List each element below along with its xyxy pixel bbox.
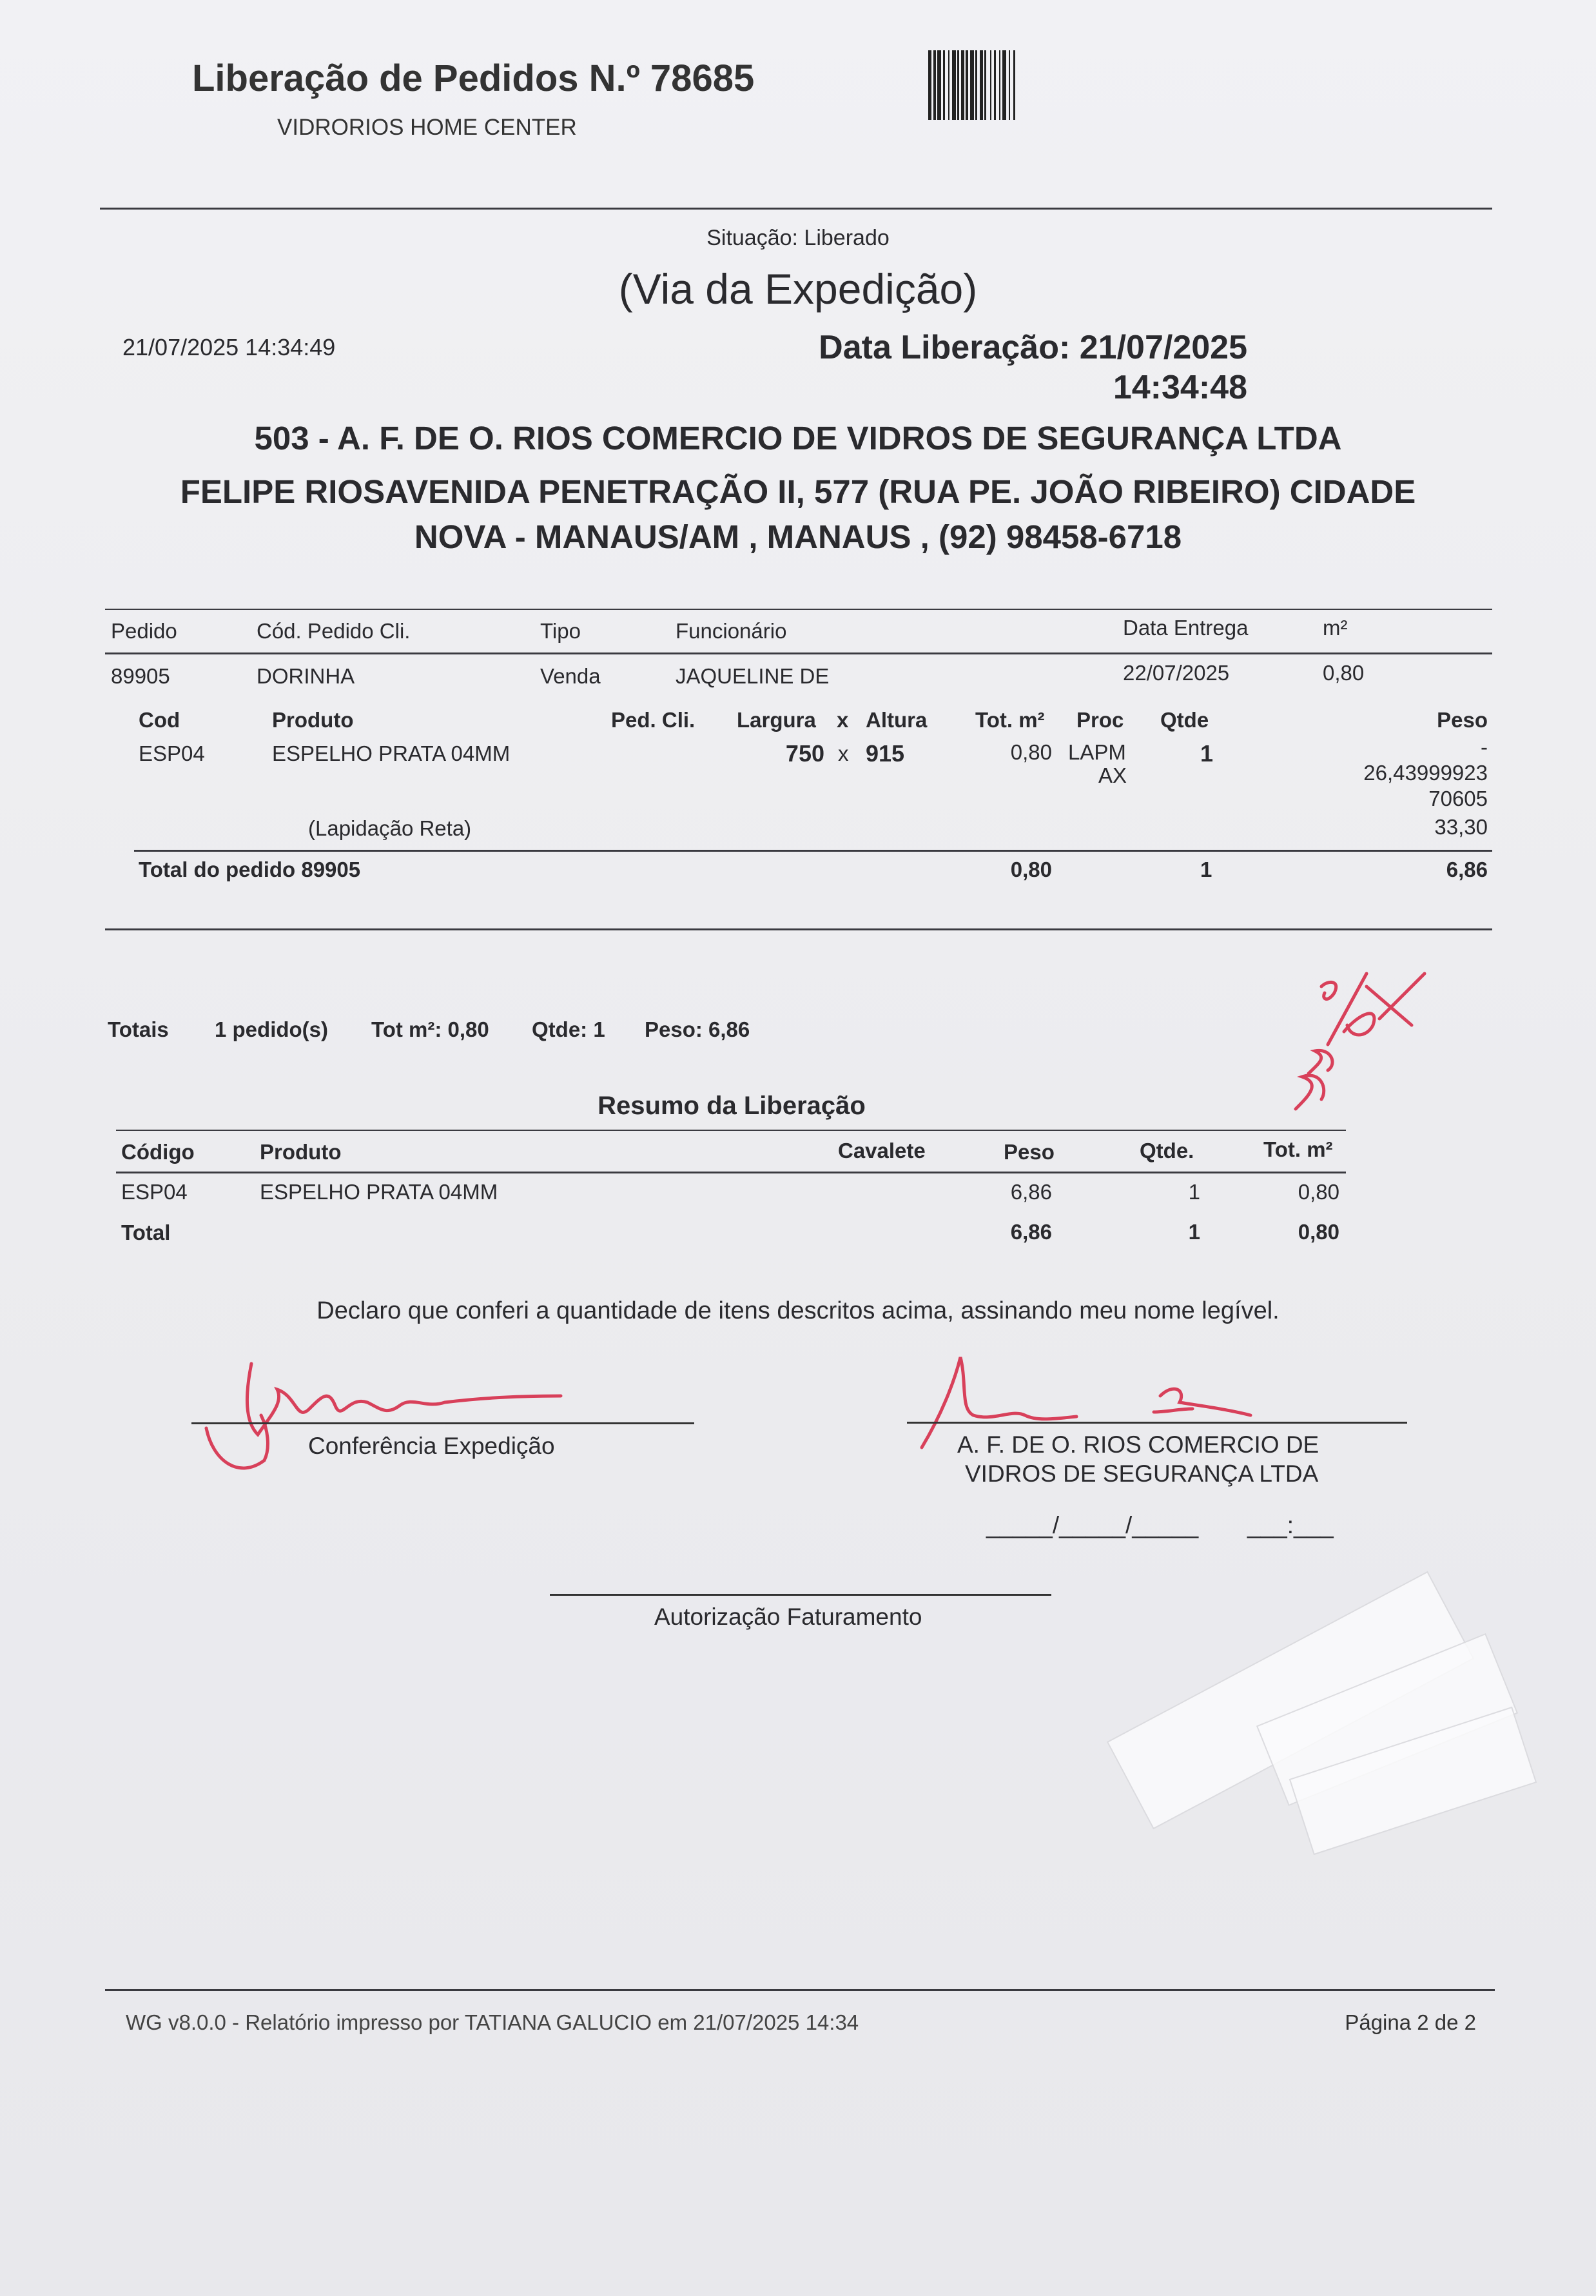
header-cod-pedido-cli: Cód. Pedido Cli. [257, 619, 411, 643]
resumo-header-cavalete: Cavalete [838, 1139, 926, 1163]
company-name: 503 - A. F. DE O. RIOS COMERCIO DE VIDROS DE SEGURANÇA LTDA [254, 420, 1342, 456]
declaration-text: Declaro que conferi a quantidade de itens descritos acima, assinando meu nome legível. [316, 1297, 1280, 1324]
signature-label-right-line2: VIDROS DE SEGURANÇA LTDA [965, 1460, 1319, 1487]
page-number: Página 2 de 2 [1345, 2010, 1476, 2034]
print-datetime: 21/07/2025 14:34:49 [122, 334, 336, 360]
signature-left [200, 1344, 574, 1486]
header-funcionario: Funcionário [676, 619, 787, 643]
order-total-line [134, 850, 1492, 852]
row-tipo: Venda [540, 664, 601, 688]
copy-type: (Via da Expedição) [618, 265, 978, 313]
order-total-label: Total do pedido 89905 [139, 858, 361, 881]
resumo-header-tot-m2: Tot. m² [1263, 1137, 1333, 1161]
item-header-produto: Produto [272, 708, 354, 732]
document-title: Liberação de Pedidos N.º 78685 [192, 57, 755, 99]
item-header-largura: Largura [737, 708, 816, 732]
address-line1: FELIPE RIOSAVENIDA PENETRAÇÃO II, 577 (RUA PE. JOÃO RIBEIRO) CIDADE [180, 473, 1416, 510]
signature-label-right-line1: A. F. DE O. RIOS COMERCIO DE [957, 1431, 1319, 1458]
time-blank: ___:___ [1247, 1512, 1334, 1538]
item-note: (Lapidação Reta) [308, 816, 472, 840]
resumo-title: Resumo da Liberação [598, 1092, 866, 1120]
resumo-row-tot-m2: 0,80 [1298, 1180, 1339, 1204]
row-pedido: 89905 [111, 664, 170, 688]
signature-line-autorizacao [550, 1594, 1051, 1596]
row-funcionario: JAQUELINE DE [676, 664, 830, 688]
resumo-total-peso: 6,86 [1010, 1220, 1052, 1244]
item-peso-line2: 26,43999923 [1363, 761, 1488, 785]
header-pedido: Pedido [111, 619, 177, 643]
resumo-total-tot-m2: 0,80 [1298, 1220, 1339, 1244]
address-line2: NOVA - MANAUS/AM , MANAUS , (92) 98458-6718 [414, 518, 1182, 555]
header-data-entrega: Data Entrega [1123, 616, 1249, 640]
resumo-row-produto: ESPELHO PRATA 04MM [260, 1180, 498, 1204]
item-peso-line1: - [1481, 735, 1488, 759]
resumo-header-produto: Produto [260, 1140, 342, 1164]
item-x: x [838, 741, 849, 765]
signature-label-left: Conferência Expedição [308, 1433, 555, 1459]
item-proc-line1: LAPM [1068, 740, 1126, 764]
resumo-header-qtde: Qtde. [1140, 1139, 1194, 1163]
item-header-qtde: Qtde [1160, 708, 1209, 732]
resumo-header-codigo: Código [121, 1140, 195, 1164]
row-data-entrega: 22/07/2025 [1123, 661, 1230, 685]
release-date-line2: 14:34:48 [1113, 369, 1247, 406]
footer-line [105, 1989, 1495, 1991]
totais-pedidos: 1 pedido(s) [215, 1017, 329, 1041]
signature-line-left [191, 1422, 694, 1424]
barcode-gap [1015, 50, 1018, 120]
item-tot-m2: 0,80 [1010, 740, 1052, 764]
release-date [777, 328, 1247, 407]
status-text: Situação: Liberado [706, 226, 890, 250]
totais-tot-m2: Tot m²: 0,80 [371, 1017, 489, 1041]
item-peso-line4: 33,30 [1434, 815, 1488, 839]
item-peso-line3: 70605 [1428, 787, 1488, 810]
resumo-row-qtde: 1 [1188, 1180, 1200, 1204]
order-total-qtde: 1 [1200, 858, 1212, 881]
totais-label: Totais [108, 1017, 169, 1041]
barcode [928, 50, 1172, 120]
order-table-top-line [105, 609, 1492, 610]
row-cod-pedido-cli: DORINHA [257, 664, 355, 688]
resumo-header-line [116, 1172, 1346, 1173]
header-divider [100, 208, 1492, 210]
resumo-total-label: Total [121, 1221, 171, 1244]
order-total-m2: 0,80 [1010, 858, 1052, 881]
item-produto: ESPELHO PRATA 04MM [272, 741, 511, 765]
store-name: VIDRORIOS HOME CENTER [277, 115, 577, 140]
row-m2: 0,80 [1323, 661, 1365, 685]
item-header-peso: Peso [1437, 708, 1488, 732]
item-header-cod: Cod [139, 708, 180, 732]
signature-line-right [907, 1422, 1407, 1424]
totais-peso: Peso: 6,86 [645, 1017, 750, 1041]
order-total-peso: 6,86 [1446, 858, 1488, 881]
item-altura: 915 [866, 740, 905, 767]
header-tipo: Tipo [540, 619, 581, 643]
resumo-total-qtde: 1 [1188, 1220, 1200, 1244]
item-qtde: 1 [1200, 740, 1214, 767]
company-address [97, 469, 1499, 560]
item-cod: ESP04 [139, 741, 205, 765]
autorizacao-label: Autorização Faturamento [654, 1604, 922, 1630]
date-blank: _____/_____/_____ [986, 1512, 1199, 1538]
resumo-top-line [116, 1130, 1346, 1131]
resumo-row-peso: 6,86 [1010, 1180, 1052, 1204]
item-header-tot-m2: Tot. m² [975, 708, 1045, 732]
item-header-altura: Altura [866, 708, 928, 732]
item-header-proc: Proc [1076, 708, 1124, 732]
order-table-header-line [105, 652, 1492, 654]
release-date-line1: Data Liberação: 21/07/2025 [819, 329, 1247, 366]
order-table-bottom-line [105, 928, 1492, 930]
footer-print-info: WG v8.0.0 - Relatório impresso por TATIANA GALUCIO em 21/07/2025 14:34 [126, 2010, 859, 2034]
header-m2: m² [1323, 616, 1348, 640]
item-header-x: x [837, 708, 849, 732]
item-header-ped-cli: Ped. Cli. [611, 708, 696, 732]
resumo-header-peso: Peso [1004, 1140, 1055, 1164]
totais-qtde: Qtde: 1 [532, 1017, 605, 1041]
item-largura: 750 [785, 740, 824, 767]
resumo-row-codigo: ESP04 [121, 1180, 188, 1204]
item-proc-line2: AX [1098, 763, 1127, 787]
